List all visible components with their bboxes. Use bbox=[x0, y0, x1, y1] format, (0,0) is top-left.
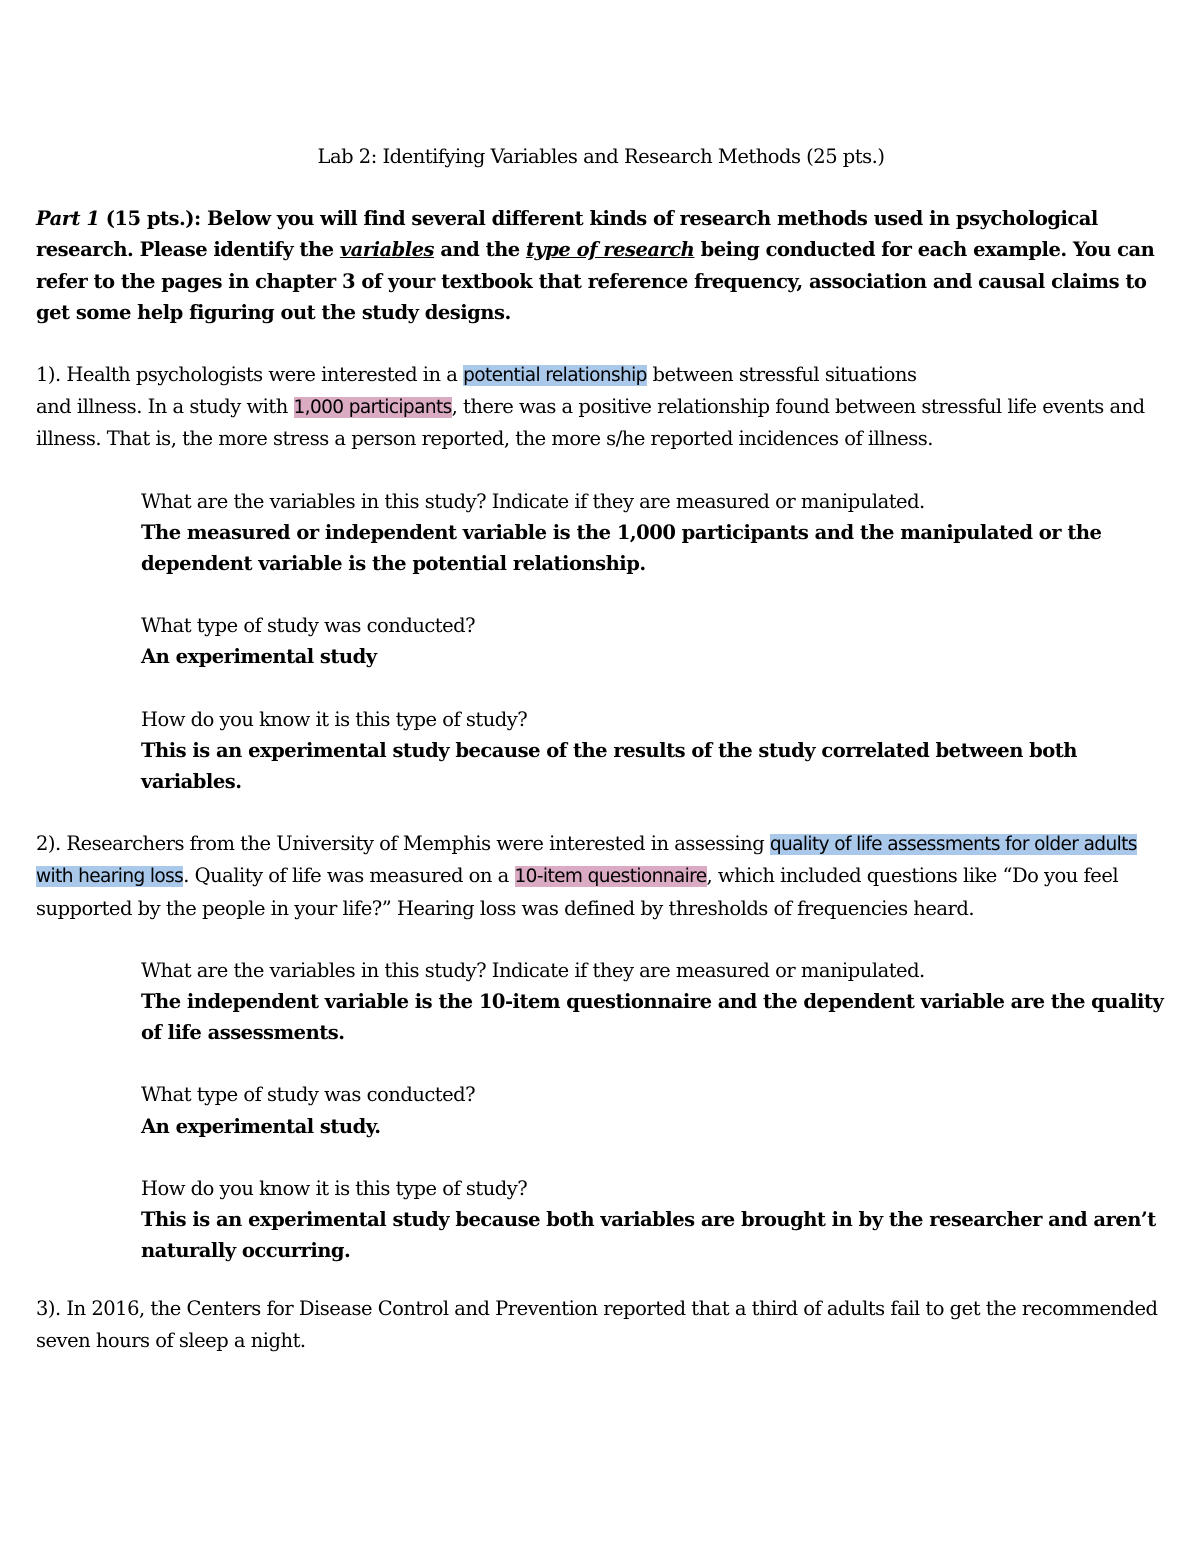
q2-type-answer: An experimental study. bbox=[141, 1114, 381, 1138]
highlight-quality-of-life: quality of life assessments for older adults with hearing loss bbox=[36, 834, 1137, 888]
q2-how-answer: This is an experimental study because both variables are brought in by the researcher and aren’t naturally occurring. bbox=[141, 1208, 1156, 1263]
page-title: Lab 2: Identifying Variables and Research Methods (25 pts.) bbox=[317, 145, 885, 168]
q2-variables-question: What are the variables in this study? Indicate if they are measured or manipulated. bbox=[141, 958, 925, 982]
highlight-potential-relationship: potential relationship bbox=[463, 365, 647, 387]
highlight-participants: 1,000 participants bbox=[293, 397, 452, 419]
q2-how-question: How do you know it is this type of study? bbox=[141, 1176, 528, 1200]
part1-label: Part 1 bbox=[36, 207, 100, 231]
question-1-prompt: 1). Health psychologists were interested in a potential relationship between stressful situations bbox=[36, 363, 917, 387]
question-1-answers bbox=[141, 486, 1166, 798]
q1-variables-answer: The measured or independent variable is the 1,000 participants and the manipulated or the dependent variable is the potential relationship. bbox=[141, 520, 1102, 576]
q1-how-answer: This is an experimental study because of the results of the study correlated between both variables. bbox=[141, 738, 1077, 794]
q1-how-question: How do you know it is this type of study? bbox=[141, 707, 528, 731]
part1-instructions: Part 1 (15 pts.): Below you will find several different kinds of research methods used in psychological research. Please identify the variables and the type of research being conducted for each example. You can refer to the pages in chapter 3 of your textbook that reference frequency, association and causal claims to get some help figuring out the study designs. bbox=[36, 207, 1155, 324]
q2-variables-answer: The independent variable is the 10-item questionnaire and the dependent variable are the quality of life assessments. bbox=[141, 990, 1164, 1045]
q1-type-answer: An experimental study bbox=[141, 645, 377, 669]
q2-type-question: What type of study was conducted? bbox=[141, 1083, 476, 1107]
question-2-prompt: 2). Researchers from the University of Memphis were interested in assessing quality of life assessments for older adults with hearing loss. Quality of life was measured on a 10-item questionnaire, which included questions like “Do you feel supported by the people in your life?” Hearing loss was defined by thresholds of frequencies heard. bbox=[36, 832, 1137, 920]
highlight-questionnaire: 10-item questionnaire bbox=[514, 866, 707, 888]
question-3-prompt: 3). In 2016, the Centers for Disease Control and Prevention reported that a third of adults fail to get the recommended seven hours of sleep a night. bbox=[36, 1297, 1158, 1352]
variables-term: variables bbox=[339, 238, 435, 262]
q1-variables-question: What are the variables in this study? Indicate if they are measured or manipulated. bbox=[141, 489, 925, 513]
document-body bbox=[36, 141, 1166, 1356]
question-2-answers bbox=[141, 955, 1166, 1267]
q1-type-question: What type of study was conducted? bbox=[141, 614, 476, 638]
type-of-research-term: type of research bbox=[525, 238, 695, 262]
question-1-prompt-cont: and illness. In a study with 1,000 participants, there was a positive relationship found between stressful life events and illness. That is, the more stress a person reported, the more s/he reported incidences of illness. bbox=[36, 395, 1145, 451]
